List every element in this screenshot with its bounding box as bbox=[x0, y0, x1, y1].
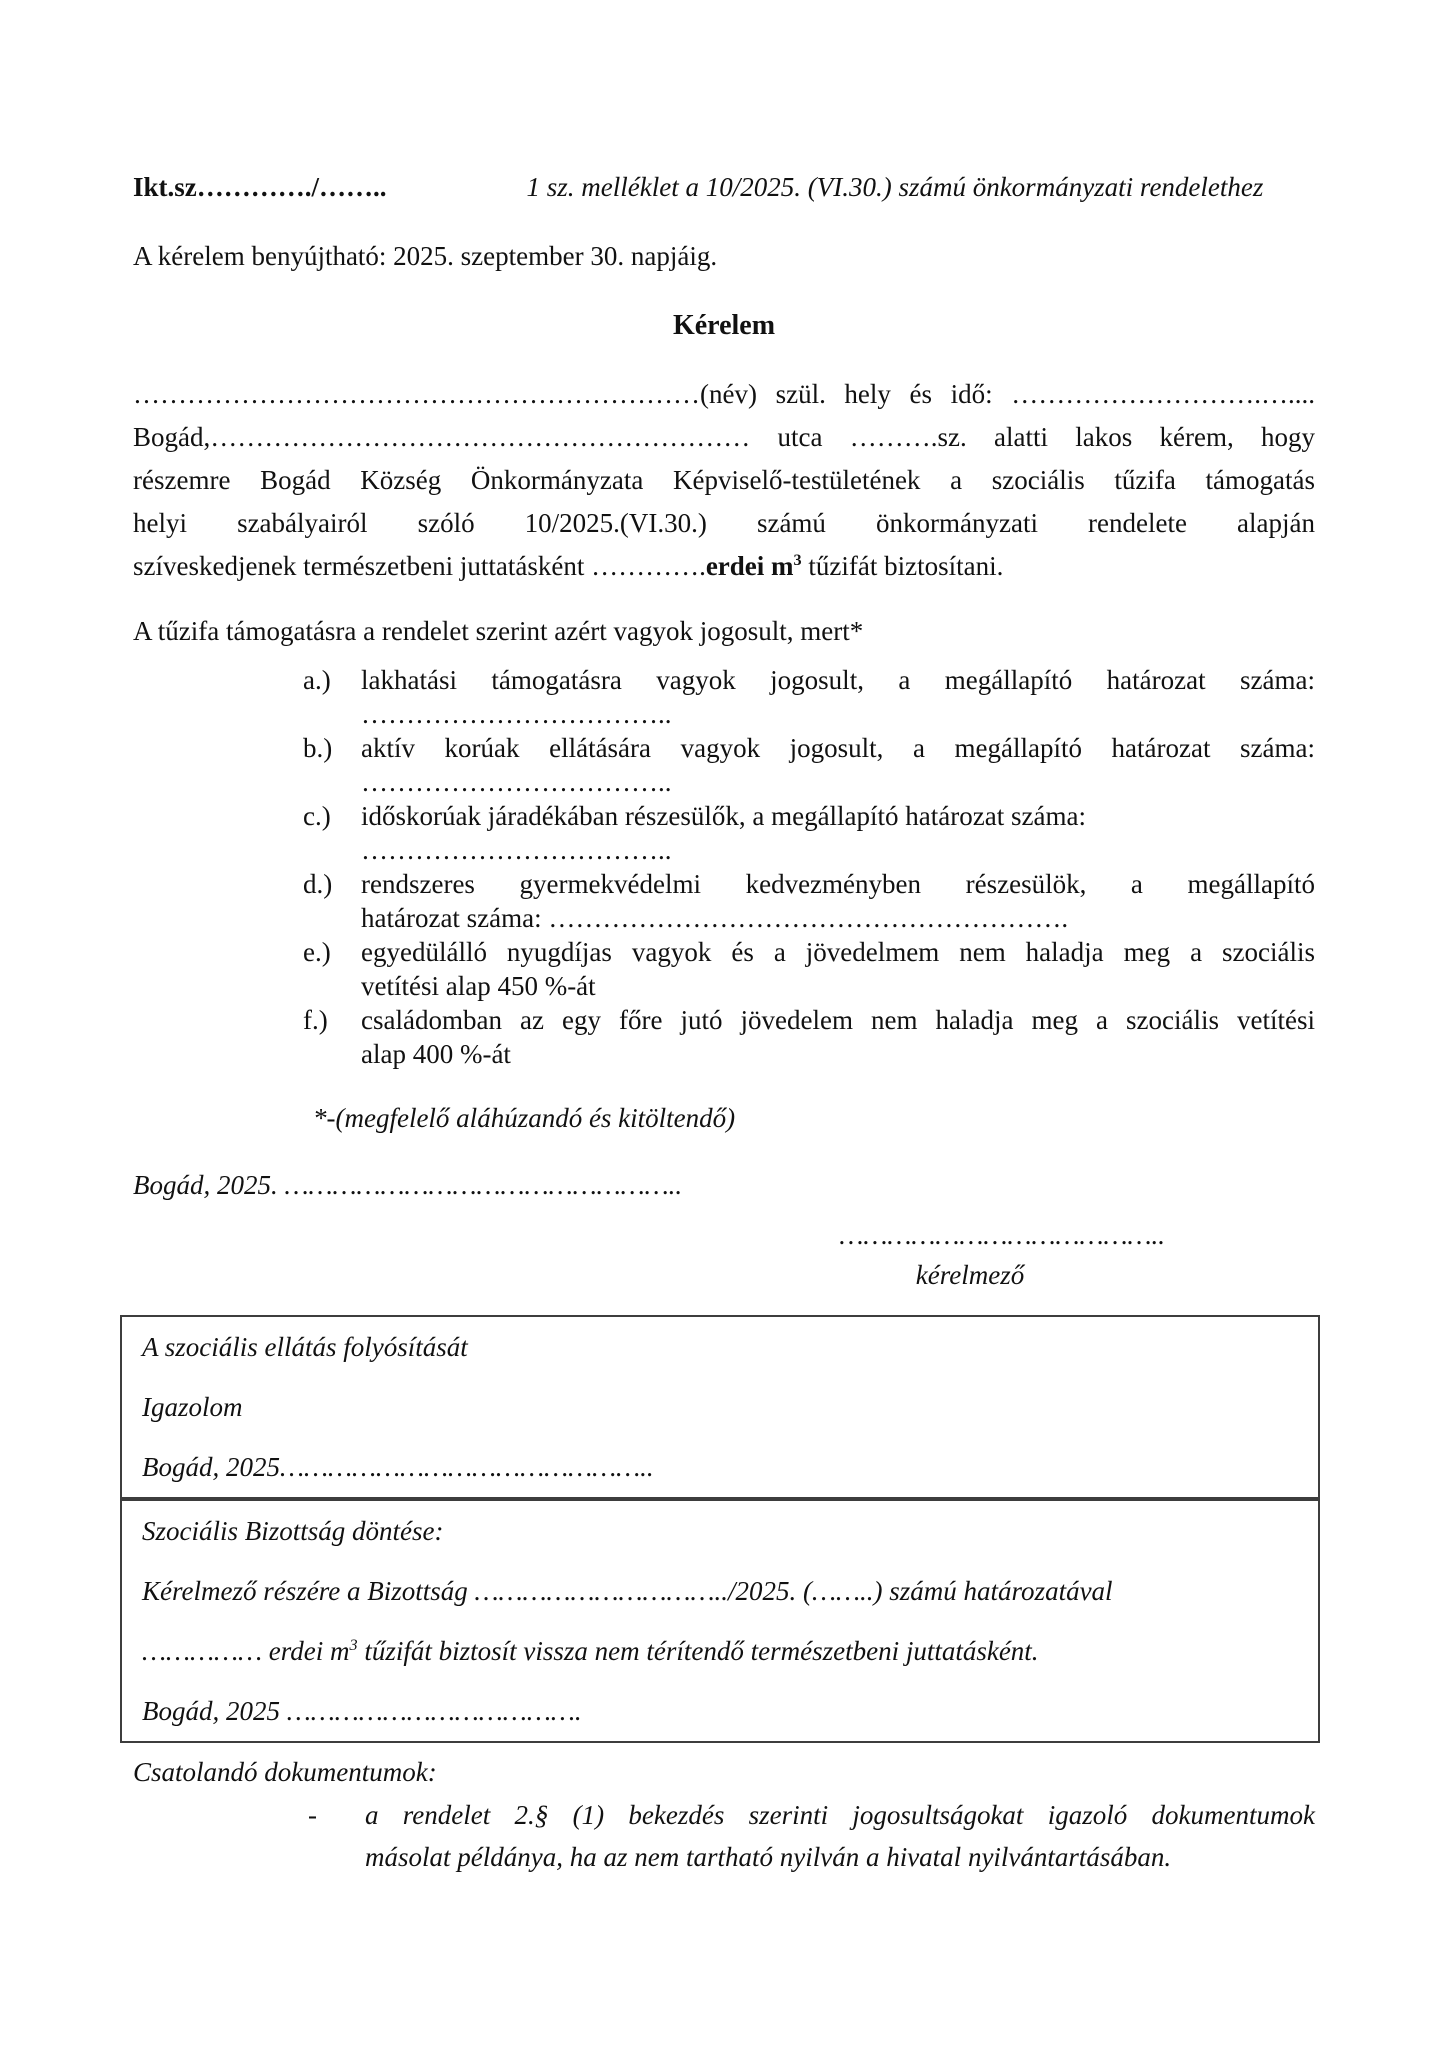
box1-line: Igazolom bbox=[142, 1392, 243, 1422]
dotted-answer-line: …………………………….. bbox=[361, 767, 672, 797]
annex-reference: 1 sz. melléklet a 10/2025. (VI.30.) számú önkormányzati rendelethez bbox=[526, 172, 1264, 202]
file-number-label: Ikt.sz…………./…….. bbox=[133, 172, 387, 202]
list-item-text: időskorúak járadékában részesülők, a megállapító határozat száma: bbox=[361, 801, 1086, 831]
intro-last-pre: szíveskedjenek természetbeni juttatásként …………. bbox=[133, 551, 706, 581]
attachment-text: másolat példánya, ha az nem tartható nyilván a hivatal nyilvántartásában. bbox=[365, 1842, 1172, 1872]
box1-date-line: Bogád, 2025……………………………………….. bbox=[142, 1452, 654, 1482]
list-item-c bbox=[133, 799, 1315, 867]
list-item-e bbox=[133, 935, 1315, 1003]
box2-firewood-pre: …………… erdei m bbox=[142, 1636, 350, 1666]
intro-line-last bbox=[133, 545, 1315, 588]
attachment-text: a rendelet 2.§ (1) bekezdés szerinti jogosultságokat igazoló dokumentumok bbox=[365, 1800, 1315, 1830]
list-item-d bbox=[133, 867, 1315, 935]
box2-heading: Szociális Bizottság döntése: bbox=[142, 1516, 444, 1546]
eligibility-list bbox=[133, 663, 1315, 1071]
dotted-answer-line: …………………………….. bbox=[361, 699, 672, 729]
header-line bbox=[133, 166, 1315, 209]
dotted-answer-line: …………………………….. bbox=[361, 835, 672, 865]
dotted-answer-line: határozat száma: …………………………………………………. bbox=[361, 903, 1069, 933]
intro-paragraph bbox=[133, 373, 1315, 588]
disbursement-certification-box bbox=[120, 1315, 1320, 1499]
intro-line: ………………………………………………………(név) szül. hely és idő: ……………………….….... bbox=[133, 379, 1315, 409]
box2-firewood-line bbox=[142, 1631, 1298, 1671]
list-marker: b.) bbox=[303, 733, 333, 763]
intro-line: helyi szabályairól szóló 10/2025.(VI.30.) számú önkormányzati rendelete alapján bbox=[133, 508, 1315, 538]
submission-deadline: A kérelem benyújtható: 2025. szeptember 30. napjáig. bbox=[133, 241, 718, 271]
intro-line: Bogád,…………………………………………………… utca ……….sz. alatti lakos kérem, hogy bbox=[133, 422, 1315, 452]
place-date-line: Bogád, 2025. ………………………………………….. bbox=[133, 1170, 683, 1200]
box2-date-line: Bogád, 2025 ………………………………. bbox=[142, 1696, 582, 1726]
attachments-heading: Csatolandó dokumentumok: bbox=[133, 1757, 437, 1787]
list-item-a bbox=[133, 663, 1315, 731]
list-marker: d.) bbox=[303, 869, 333, 899]
list-marker: e.) bbox=[303, 937, 331, 967]
list-marker: a.) bbox=[303, 665, 331, 695]
intro-last-post: tűzifát biztosítani. bbox=[801, 551, 1004, 581]
box2-firewood-post: tűzifát biztosít vissza nem térítendő természetbeni juttatásként. bbox=[357, 1636, 1039, 1666]
page-title: Kérelem bbox=[672, 310, 776, 341]
cubic-superscript: 3 bbox=[793, 551, 802, 569]
list-marker: c.) bbox=[303, 801, 331, 831]
underline-instruction-note: *-(megfelelő aláhúzandó és kitöltendő) bbox=[313, 1103, 736, 1133]
list-item-f bbox=[133, 1003, 1315, 1071]
list-item-text: vetítési alap 450 %-át bbox=[361, 971, 596, 1001]
list-item-text: aktív korúak ellátására vagyok jogosult, a megállapító határozat száma: bbox=[361, 733, 1315, 763]
eligibility-heading: A tűzifa támogatásra a rendelet szerint azért vagyok jogosult, mert* bbox=[133, 616, 864, 646]
firewood-amount-unit: erdei m bbox=[705, 551, 794, 581]
list-marker: f.) bbox=[303, 1005, 328, 1035]
list-item-b bbox=[133, 731, 1315, 799]
attachment-item bbox=[133, 1794, 1315, 1878]
attachments-section bbox=[133, 1751, 1315, 1878]
dash-bullet: - bbox=[308, 1800, 317, 1830]
signature-dotted-line: ………………………………….. bbox=[839, 1220, 1165, 1250]
committee-decision-box bbox=[120, 1499, 1320, 1743]
list-item-text: családomban az egy főre jutó jövedelem nem haladja meg a szociális vetítési bbox=[361, 1005, 1315, 1035]
box2-decision-line: Kérelmező részére a Bizottság …………………………../2025. (……..) számú határozatával bbox=[142, 1576, 1113, 1606]
box1-line: A szociális ellátás folyósítását bbox=[142, 1332, 468, 1362]
list-item-text: lakhatási támogatásra vagyok jogosult, a megállapító határozat száma: bbox=[361, 665, 1315, 695]
signature-block bbox=[775, 1215, 1165, 1295]
signature-label: kérelmező bbox=[915, 1260, 1025, 1290]
list-item-text: egyedülálló nyugdíjas vagyok és a jövedelmem nem haladja meg a szociális bbox=[361, 937, 1315, 967]
list-item-text: alap 400 %-át bbox=[361, 1039, 511, 1069]
cubic-superscript: 3 bbox=[349, 1636, 358, 1654]
intro-line: részemre Bogád Község Önkormányzata Képviselő-testületének a szociális tűzifa támogatás bbox=[133, 465, 1315, 495]
list-item-text: rendszeres gyermekvédelmi kedvezményben részesülök, a megállapító bbox=[361, 869, 1315, 899]
